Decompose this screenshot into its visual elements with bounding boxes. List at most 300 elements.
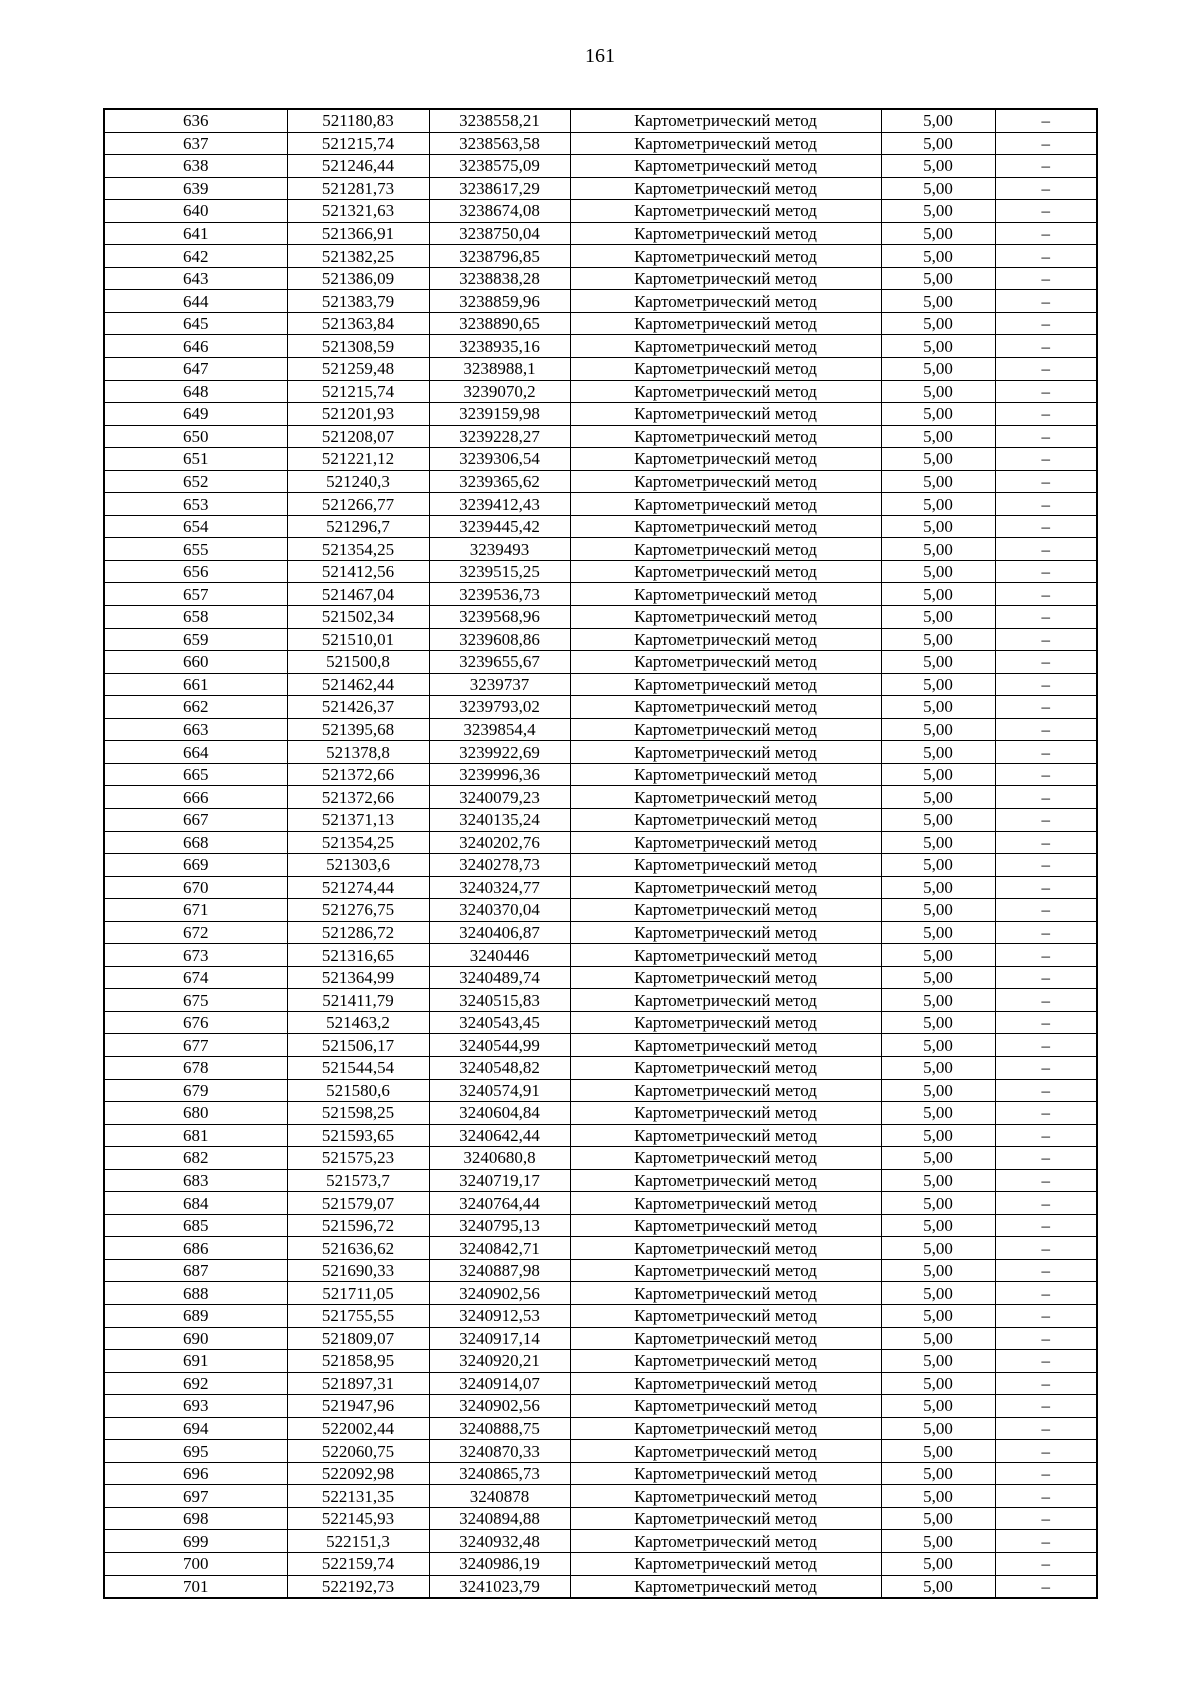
accuracy-cell: 5,00 (881, 831, 995, 854)
accuracy-cell: 5,00 (881, 1214, 995, 1237)
point-number-cell: 698 (104, 1507, 287, 1530)
accuracy-cell: 5,00 (881, 854, 995, 877)
x-coordinate-cell: 521354,25 (287, 538, 429, 561)
point-number-cell: 685 (104, 1214, 287, 1237)
x-coordinate-cell: 521240,3 (287, 470, 429, 493)
accuracy-cell: 5,00 (881, 808, 995, 831)
method-cell: Картометрический метод (570, 786, 881, 809)
x-coordinate-cell: 521426,37 (287, 696, 429, 719)
x-coordinate-cell: 521690,33 (287, 1259, 429, 1282)
table-row (104, 763, 1097, 786)
point-number-cell: 680 (104, 1102, 287, 1125)
table-row (104, 109, 1097, 132)
accuracy-cell: 5,00 (881, 1192, 995, 1215)
x-coordinate-cell: 521316,65 (287, 944, 429, 967)
table-row (104, 560, 1097, 583)
y-coordinate-cell: 3240878 (429, 1485, 570, 1508)
y-coordinate-cell: 3240887,98 (429, 1259, 570, 1282)
y-coordinate-cell: 3239493 (429, 538, 570, 561)
point-number-cell: 638 (104, 155, 287, 178)
method-cell: Картометрический метод (570, 876, 881, 899)
y-coordinate-cell: 3240719,17 (429, 1169, 570, 1192)
accuracy-cell: 5,00 (881, 403, 995, 426)
note-cell: – (995, 651, 1097, 674)
accuracy-cell: 5,00 (881, 290, 995, 313)
accuracy-cell: 5,00 (881, 1056, 995, 1079)
point-number-cell: 666 (104, 786, 287, 809)
note-cell: – (995, 493, 1097, 516)
coordinates-table-body (104, 109, 1097, 1598)
x-coordinate-cell: 521636,62 (287, 1237, 429, 1260)
point-number-cell: 662 (104, 696, 287, 719)
table-row (104, 1147, 1097, 1170)
point-number-cell: 657 (104, 583, 287, 606)
y-coordinate-cell: 3238674,08 (429, 200, 570, 223)
note-cell: – (995, 403, 1097, 426)
x-coordinate-cell: 522002,44 (287, 1417, 429, 1440)
accuracy-cell: 5,00 (881, 177, 995, 200)
point-number-cell: 695 (104, 1440, 287, 1463)
y-coordinate-cell: 3238890,65 (429, 312, 570, 335)
x-coordinate-cell: 521502,34 (287, 606, 429, 629)
table-row (104, 425, 1097, 448)
note-cell: – (995, 132, 1097, 155)
point-number-cell: 672 (104, 921, 287, 944)
accuracy-cell: 5,00 (881, 1124, 995, 1147)
table-row (104, 1079, 1097, 1102)
method-cell: Картометрический метод (570, 763, 881, 786)
note-cell: – (995, 876, 1097, 899)
x-coordinate-cell: 521372,66 (287, 763, 429, 786)
note-cell: – (995, 1192, 1097, 1215)
method-cell: Картометрический метод (570, 245, 881, 268)
x-coordinate-cell: 521809,07 (287, 1327, 429, 1350)
coordinates-table (103, 108, 1098, 1599)
method-cell: Картометрический метод (570, 899, 881, 922)
x-coordinate-cell: 521378,8 (287, 741, 429, 764)
method-cell: Картометрический метод (570, 290, 881, 313)
method-cell: Картометрический метод (570, 651, 881, 674)
method-cell: Картометрический метод (570, 1575, 881, 1598)
y-coordinate-cell: 3239922,69 (429, 741, 570, 764)
note-cell: – (995, 763, 1097, 786)
point-number-cell: 663 (104, 718, 287, 741)
note-cell: – (995, 222, 1097, 245)
note-cell: – (995, 606, 1097, 629)
method-cell: Картометрический метод (570, 1102, 881, 1125)
table-row (104, 831, 1097, 854)
x-coordinate-cell: 521296,7 (287, 515, 429, 538)
point-number-cell: 674 (104, 966, 287, 989)
method-cell: Картометрический метод (570, 966, 881, 989)
method-cell: Картометрический метод (570, 1485, 881, 1508)
y-coordinate-cell: 3239070,2 (429, 380, 570, 403)
method-cell: Картометрический метод (570, 583, 881, 606)
table-row (104, 1282, 1097, 1305)
y-coordinate-cell: 3241023,79 (429, 1575, 570, 1598)
table-row (104, 628, 1097, 651)
method-cell: Картометрический метод (570, 989, 881, 1012)
method-cell: Картометрический метод (570, 380, 881, 403)
x-coordinate-cell: 521467,04 (287, 583, 429, 606)
point-number-cell: 652 (104, 470, 287, 493)
method-cell: Картометрический метод (570, 921, 881, 944)
y-coordinate-cell: 3238859,96 (429, 290, 570, 313)
method-cell: Картометрический метод (570, 560, 881, 583)
accuracy-cell: 5,00 (881, 425, 995, 448)
point-number-cell: 665 (104, 763, 287, 786)
method-cell: Картометрический метод (570, 1350, 881, 1373)
table-row (104, 1485, 1097, 1508)
table-row (104, 1259, 1097, 1282)
table-row (104, 1350, 1097, 1373)
y-coordinate-cell: 3240912,53 (429, 1304, 570, 1327)
y-coordinate-cell: 3240278,73 (429, 854, 570, 877)
point-number-cell: 681 (104, 1124, 287, 1147)
y-coordinate-cell: 3240574,91 (429, 1079, 570, 1102)
x-coordinate-cell: 521386,09 (287, 267, 429, 290)
note-cell: – (995, 1102, 1097, 1125)
point-number-cell: 646 (104, 335, 287, 358)
y-coordinate-cell: 3240986,19 (429, 1553, 570, 1576)
y-coordinate-cell: 3240870,33 (429, 1440, 570, 1463)
point-number-cell: 690 (104, 1327, 287, 1350)
point-number-cell: 656 (104, 560, 287, 583)
accuracy-cell: 5,00 (881, 763, 995, 786)
y-coordinate-cell: 3240489,74 (429, 966, 570, 989)
x-coordinate-cell: 521276,75 (287, 899, 429, 922)
x-coordinate-cell: 521266,77 (287, 493, 429, 516)
table-row (104, 1395, 1097, 1418)
table-row (104, 1304, 1097, 1327)
note-cell: – (995, 425, 1097, 448)
point-number-cell: 691 (104, 1350, 287, 1373)
y-coordinate-cell: 3239365,62 (429, 470, 570, 493)
accuracy-cell: 5,00 (881, 1079, 995, 1102)
accuracy-cell: 5,00 (881, 132, 995, 155)
point-number-cell: 648 (104, 380, 287, 403)
accuracy-cell: 5,00 (881, 155, 995, 178)
method-cell: Картометрический метод (570, 1507, 881, 1530)
x-coordinate-cell: 521286,72 (287, 921, 429, 944)
note-cell: – (995, 966, 1097, 989)
table-row (104, 358, 1097, 381)
accuracy-cell: 5,00 (881, 1507, 995, 1530)
method-cell: Картометрический метод (570, 312, 881, 335)
x-coordinate-cell: 521580,6 (287, 1079, 429, 1102)
method-cell: Картометрический метод (570, 493, 881, 516)
y-coordinate-cell: 3240543,45 (429, 1011, 570, 1034)
note-cell: – (995, 560, 1097, 583)
method-cell: Картометрический метод (570, 335, 881, 358)
table-row (104, 335, 1097, 358)
y-coordinate-cell: 3238617,29 (429, 177, 570, 200)
accuracy-cell: 5,00 (881, 245, 995, 268)
accuracy-cell: 5,00 (881, 1395, 995, 1418)
point-number-cell: 676 (104, 1011, 287, 1034)
note-cell: – (995, 1350, 1097, 1373)
y-coordinate-cell: 3238750,04 (429, 222, 570, 245)
accuracy-cell: 5,00 (881, 335, 995, 358)
y-coordinate-cell: 3240446 (429, 944, 570, 967)
table-row (104, 583, 1097, 606)
method-cell: Картометрический метод (570, 267, 881, 290)
y-coordinate-cell: 3240515,83 (429, 989, 570, 1012)
table-row (104, 448, 1097, 471)
page-number: 161 (585, 45, 615, 67)
point-number-cell: 683 (104, 1169, 287, 1192)
accuracy-cell: 5,00 (881, 628, 995, 651)
point-number-cell: 687 (104, 1259, 287, 1282)
method-cell: Картометрический метод (570, 628, 881, 651)
accuracy-cell: 5,00 (881, 200, 995, 223)
x-coordinate-cell: 521510,01 (287, 628, 429, 651)
point-number-cell: 640 (104, 200, 287, 223)
point-number-cell: 669 (104, 854, 287, 877)
method-cell: Картометрический метод (570, 358, 881, 381)
x-coordinate-cell: 522060,75 (287, 1440, 429, 1463)
accuracy-cell: 5,00 (881, 583, 995, 606)
accuracy-cell: 5,00 (881, 560, 995, 583)
method-cell: Картометрический метод (570, 515, 881, 538)
y-coordinate-cell: 3238796,85 (429, 245, 570, 268)
accuracy-cell: 5,00 (881, 1462, 995, 1485)
note-cell: – (995, 290, 1097, 313)
point-number-cell: 660 (104, 651, 287, 674)
point-number-cell: 694 (104, 1417, 287, 1440)
table-row (104, 989, 1097, 1012)
accuracy-cell: 5,00 (881, 1553, 995, 1576)
accuracy-cell: 5,00 (881, 1259, 995, 1282)
note-cell: – (995, 1440, 1097, 1463)
accuracy-cell: 5,00 (881, 267, 995, 290)
point-number-cell: 684 (104, 1192, 287, 1215)
x-coordinate-cell: 521281,73 (287, 177, 429, 200)
point-number-cell: 649 (104, 403, 287, 426)
accuracy-cell: 5,00 (881, 1102, 995, 1125)
point-number-cell: 636 (104, 109, 287, 132)
table-row (104, 854, 1097, 877)
note-cell: – (995, 538, 1097, 561)
note-cell: – (995, 673, 1097, 696)
method-cell: Картометрический метод (570, 1056, 881, 1079)
x-coordinate-cell: 521506,17 (287, 1034, 429, 1057)
x-coordinate-cell: 521364,99 (287, 966, 429, 989)
method-cell: Картометрический метод (570, 470, 881, 493)
method-cell: Картометрический метод (570, 673, 881, 696)
point-number-cell: 675 (104, 989, 287, 1012)
note-cell: – (995, 1147, 1097, 1170)
accuracy-cell: 5,00 (881, 493, 995, 516)
table-row (104, 1372, 1097, 1395)
note-cell: – (995, 1417, 1097, 1440)
y-coordinate-cell: 3238575,09 (429, 155, 570, 178)
accuracy-cell: 5,00 (881, 651, 995, 674)
note-cell: – (995, 944, 1097, 967)
accuracy-cell: 5,00 (881, 515, 995, 538)
table-row (104, 538, 1097, 561)
accuracy-cell: 5,00 (881, 448, 995, 471)
method-cell: Картометрический метод (570, 1553, 881, 1576)
x-coordinate-cell: 521755,55 (287, 1304, 429, 1327)
point-number-cell: 664 (104, 741, 287, 764)
x-coordinate-cell: 521321,63 (287, 200, 429, 223)
point-number-cell: 654 (104, 515, 287, 538)
table-row (104, 606, 1097, 629)
point-number-cell: 701 (104, 1575, 287, 1598)
y-coordinate-cell: 3239159,98 (429, 403, 570, 426)
accuracy-cell: 5,00 (881, 696, 995, 719)
table-row (104, 1237, 1097, 1260)
method-cell: Картометрический метод (570, 718, 881, 741)
table-row (104, 696, 1097, 719)
point-number-cell: 668 (104, 831, 287, 854)
note-cell: – (995, 718, 1097, 741)
method-cell: Картометрический метод (570, 538, 881, 561)
note-cell: – (995, 741, 1097, 764)
table-row (104, 921, 1097, 944)
method-cell: Картометрический метод (570, 1395, 881, 1418)
x-coordinate-cell: 521462,44 (287, 673, 429, 696)
table-row (104, 1124, 1097, 1147)
y-coordinate-cell: 3240917,14 (429, 1327, 570, 1350)
point-number-cell: 696 (104, 1462, 287, 1485)
x-coordinate-cell: 521372,66 (287, 786, 429, 809)
method-cell: Картометрический метод (570, 425, 881, 448)
method-cell: Картометрический метод (570, 1214, 881, 1237)
point-number-cell: 645 (104, 312, 287, 335)
table-row (104, 718, 1097, 741)
note-cell: – (995, 312, 1097, 335)
note-cell: – (995, 1575, 1097, 1598)
note-cell: – (995, 1011, 1097, 1034)
method-cell: Картометрический метод (570, 155, 881, 178)
accuracy-cell: 5,00 (881, 1147, 995, 1170)
x-coordinate-cell: 522092,98 (287, 1462, 429, 1485)
table-row (104, 200, 1097, 223)
x-coordinate-cell: 521201,93 (287, 403, 429, 426)
table-row (104, 786, 1097, 809)
method-cell: Картометрический метод (570, 177, 881, 200)
x-coordinate-cell: 521711,05 (287, 1282, 429, 1305)
y-coordinate-cell: 3240680,8 (429, 1147, 570, 1170)
note-cell: – (995, 831, 1097, 854)
accuracy-cell: 5,00 (881, 1237, 995, 1260)
point-number-cell: 637 (104, 132, 287, 155)
x-coordinate-cell: 521303,6 (287, 854, 429, 877)
method-cell: Картометрический метод (570, 1237, 881, 1260)
point-number-cell: 689 (104, 1304, 287, 1327)
table-row (104, 515, 1097, 538)
x-coordinate-cell: 521215,74 (287, 380, 429, 403)
table-row (104, 1462, 1097, 1485)
y-coordinate-cell: 3240324,77 (429, 876, 570, 899)
note-cell: – (995, 696, 1097, 719)
note-cell: – (995, 155, 1097, 178)
x-coordinate-cell: 521575,23 (287, 1147, 429, 1170)
note-cell: – (995, 583, 1097, 606)
method-cell: Картометрический метод (570, 1440, 881, 1463)
method-cell: Картометрический метод (570, 1169, 881, 1192)
x-coordinate-cell: 521897,31 (287, 1372, 429, 1395)
y-coordinate-cell: 3240135,24 (429, 808, 570, 831)
y-coordinate-cell: 3238558,21 (429, 109, 570, 132)
y-coordinate-cell: 3239445,42 (429, 515, 570, 538)
y-coordinate-cell: 3238935,16 (429, 335, 570, 358)
table-row (104, 1011, 1097, 1034)
accuracy-cell: 5,00 (881, 989, 995, 1012)
point-number-cell: 643 (104, 267, 287, 290)
point-number-cell: 693 (104, 1395, 287, 1418)
table-row (104, 1553, 1097, 1576)
note-cell: – (995, 1372, 1097, 1395)
method-cell: Картометрический метод (570, 831, 881, 854)
accuracy-cell: 5,00 (881, 1034, 995, 1057)
accuracy-cell: 5,00 (881, 876, 995, 899)
method-cell: Картометрический метод (570, 741, 881, 764)
method-cell: Картометрический метод (570, 200, 881, 223)
x-coordinate-cell: 522131,35 (287, 1485, 429, 1508)
note-cell: – (995, 1214, 1097, 1237)
x-coordinate-cell: 521259,48 (287, 358, 429, 381)
note-cell: – (995, 1169, 1097, 1192)
y-coordinate-cell: 3240548,82 (429, 1056, 570, 1079)
point-number-cell: 673 (104, 944, 287, 967)
note-cell: – (995, 177, 1097, 200)
accuracy-cell: 5,00 (881, 1575, 995, 1598)
x-coordinate-cell: 521308,59 (287, 335, 429, 358)
point-number-cell: 677 (104, 1034, 287, 1057)
accuracy-cell: 5,00 (881, 1282, 995, 1305)
point-number-cell: 642 (104, 245, 287, 268)
y-coordinate-cell: 3240902,56 (429, 1282, 570, 1305)
x-coordinate-cell: 521593,65 (287, 1124, 429, 1147)
note-cell: – (995, 1507, 1097, 1530)
table-row (104, 312, 1097, 335)
accuracy-cell: 5,00 (881, 222, 995, 245)
note-cell: – (995, 989, 1097, 1012)
accuracy-cell: 5,00 (881, 470, 995, 493)
table-row (104, 470, 1097, 493)
y-coordinate-cell: 3240932,48 (429, 1530, 570, 1553)
x-coordinate-cell: 521208,07 (287, 425, 429, 448)
table-row (104, 651, 1097, 674)
x-coordinate-cell: 521382,25 (287, 245, 429, 268)
accuracy-cell: 5,00 (881, 1372, 995, 1395)
accuracy-cell: 5,00 (881, 538, 995, 561)
note-cell: – (995, 1327, 1097, 1350)
method-cell: Картометрический метод (570, 1304, 881, 1327)
x-coordinate-cell: 521947,96 (287, 1395, 429, 1418)
table-row (104, 155, 1097, 178)
note-cell: – (995, 899, 1097, 922)
method-cell: Картометрический метод (570, 132, 881, 155)
x-coordinate-cell: 521412,56 (287, 560, 429, 583)
point-number-cell: 670 (104, 876, 287, 899)
point-number-cell: 653 (104, 493, 287, 516)
table-row (104, 245, 1097, 268)
point-number-cell: 692 (104, 1372, 287, 1395)
note-cell: – (995, 109, 1097, 132)
table-row (104, 1327, 1097, 1350)
x-coordinate-cell: 522145,93 (287, 1507, 429, 1530)
x-coordinate-cell: 521395,68 (287, 718, 429, 741)
point-number-cell: 679 (104, 1079, 287, 1102)
x-coordinate-cell: 521354,25 (287, 831, 429, 854)
accuracy-cell: 5,00 (881, 921, 995, 944)
accuracy-cell: 5,00 (881, 1530, 995, 1553)
note-cell: – (995, 1553, 1097, 1576)
